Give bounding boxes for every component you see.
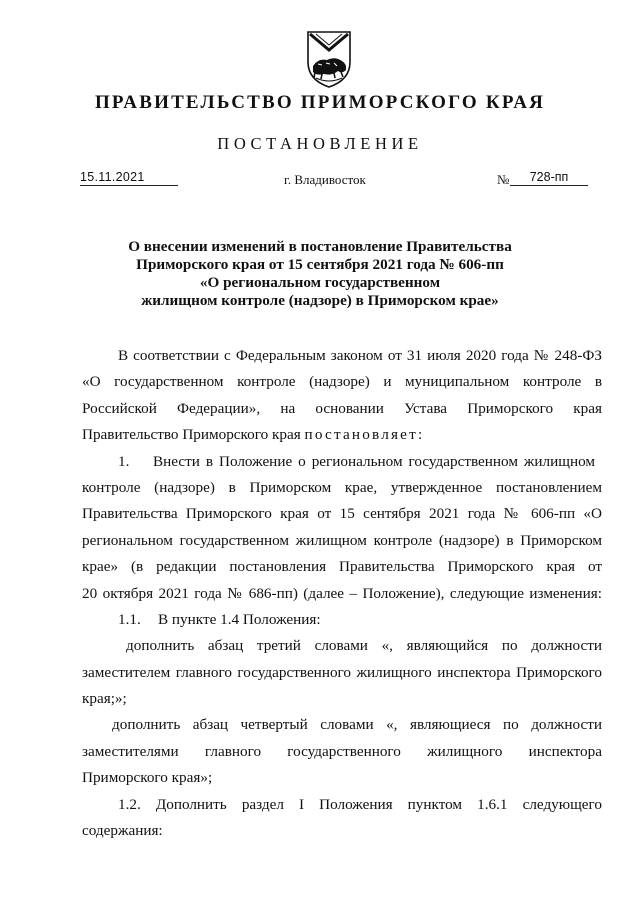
body-text-segment: : — [417, 426, 423, 444]
body-line: содержания: — [82, 822, 163, 840]
body-line: региональном государственном жилищном контроле (надзоре) в Приморском — [82, 531, 602, 549]
document-type: ПОСТАНОВЛЕНИЕ — [217, 134, 423, 153]
document-heading — [100, 238, 540, 310]
document-city: г. Владивосток — [284, 172, 366, 187]
body-line: края;»; — [82, 690, 127, 708]
body-line — [82, 607, 602, 633]
heading-line: О внесении изменений в постановление Правительства — [128, 238, 512, 255]
document-meta-row — [0, 170, 640, 190]
body-line: дополнить абзац четвертый словами «, являющиеся по должности — [112, 716, 602, 734]
body-line: 1.2. Дополнить раздел I Положения пунктом 1.6.1 следующего — [118, 795, 602, 813]
body-line: В соответствии с Федеральным законом от 31 июля 2020 года № 248-ФЗ — [118, 347, 602, 364]
document-date: 15.11.2021 — [80, 170, 178, 186]
body-line: крае» (в редакции постановления Правительства Приморского края от — [82, 558, 602, 576]
body-line: Российской Федерации», на основании Устава Приморского края — [82, 399, 602, 417]
document-body — [82, 343, 602, 844]
clause-number: 1. — [118, 452, 130, 470]
body-line — [82, 422, 602, 448]
body-line: «О государственном контроле (надзоре) и муниципальном контроле в — [82, 373, 602, 391]
clause-text: В пункте 1.4 Положения: — [158, 610, 321, 628]
document-number-label: № — [497, 172, 510, 187]
body-line: заместителями главного государственного жилищного инспектора — [82, 742, 602, 760]
clause-text: Внести в Положение о региональном государственном жилищном — [153, 452, 595, 470]
heading-line: жилищном контроле (надзоре) в Приморском крае» — [141, 292, 499, 309]
coat-of-arms-emblem — [302, 26, 356, 90]
body-line: 20 октября 2021 года № 686-пп) (далее – Положение), следующие изменения: — [82, 584, 602, 602]
body-text-segment: Правительство Приморского края — [82, 426, 305, 444]
government-title: ПРАВИТЕЛЬСТВО ПРИМОРСКОГО КРАЯ — [94, 92, 546, 113]
body-line — [82, 449, 602, 475]
body-line: Приморского края»; — [82, 769, 213, 787]
document-number: 728-пп — [510, 170, 588, 186]
decree-keyword: постановляет — [304, 426, 418, 444]
heading-line: Приморского края от 15 сентября 2021 года № 606-пп — [136, 256, 504, 273]
clause-number: 1.1. — [118, 610, 141, 628]
body-line: заместителем главного государственного жилищного инспектора Приморского — [82, 663, 602, 681]
body-line: Правительства Приморского края от 15 сентября 2021 года № 606-пп «О — [82, 505, 602, 523]
body-line: контроле (надзоре) в Приморском крае, утвержденное постановлением — [82, 478, 602, 496]
body-line: дополнить абзац третий словами «, являющийся по должности — [126, 637, 602, 655]
heading-line: «О региональном государственном — [199, 274, 441, 291]
